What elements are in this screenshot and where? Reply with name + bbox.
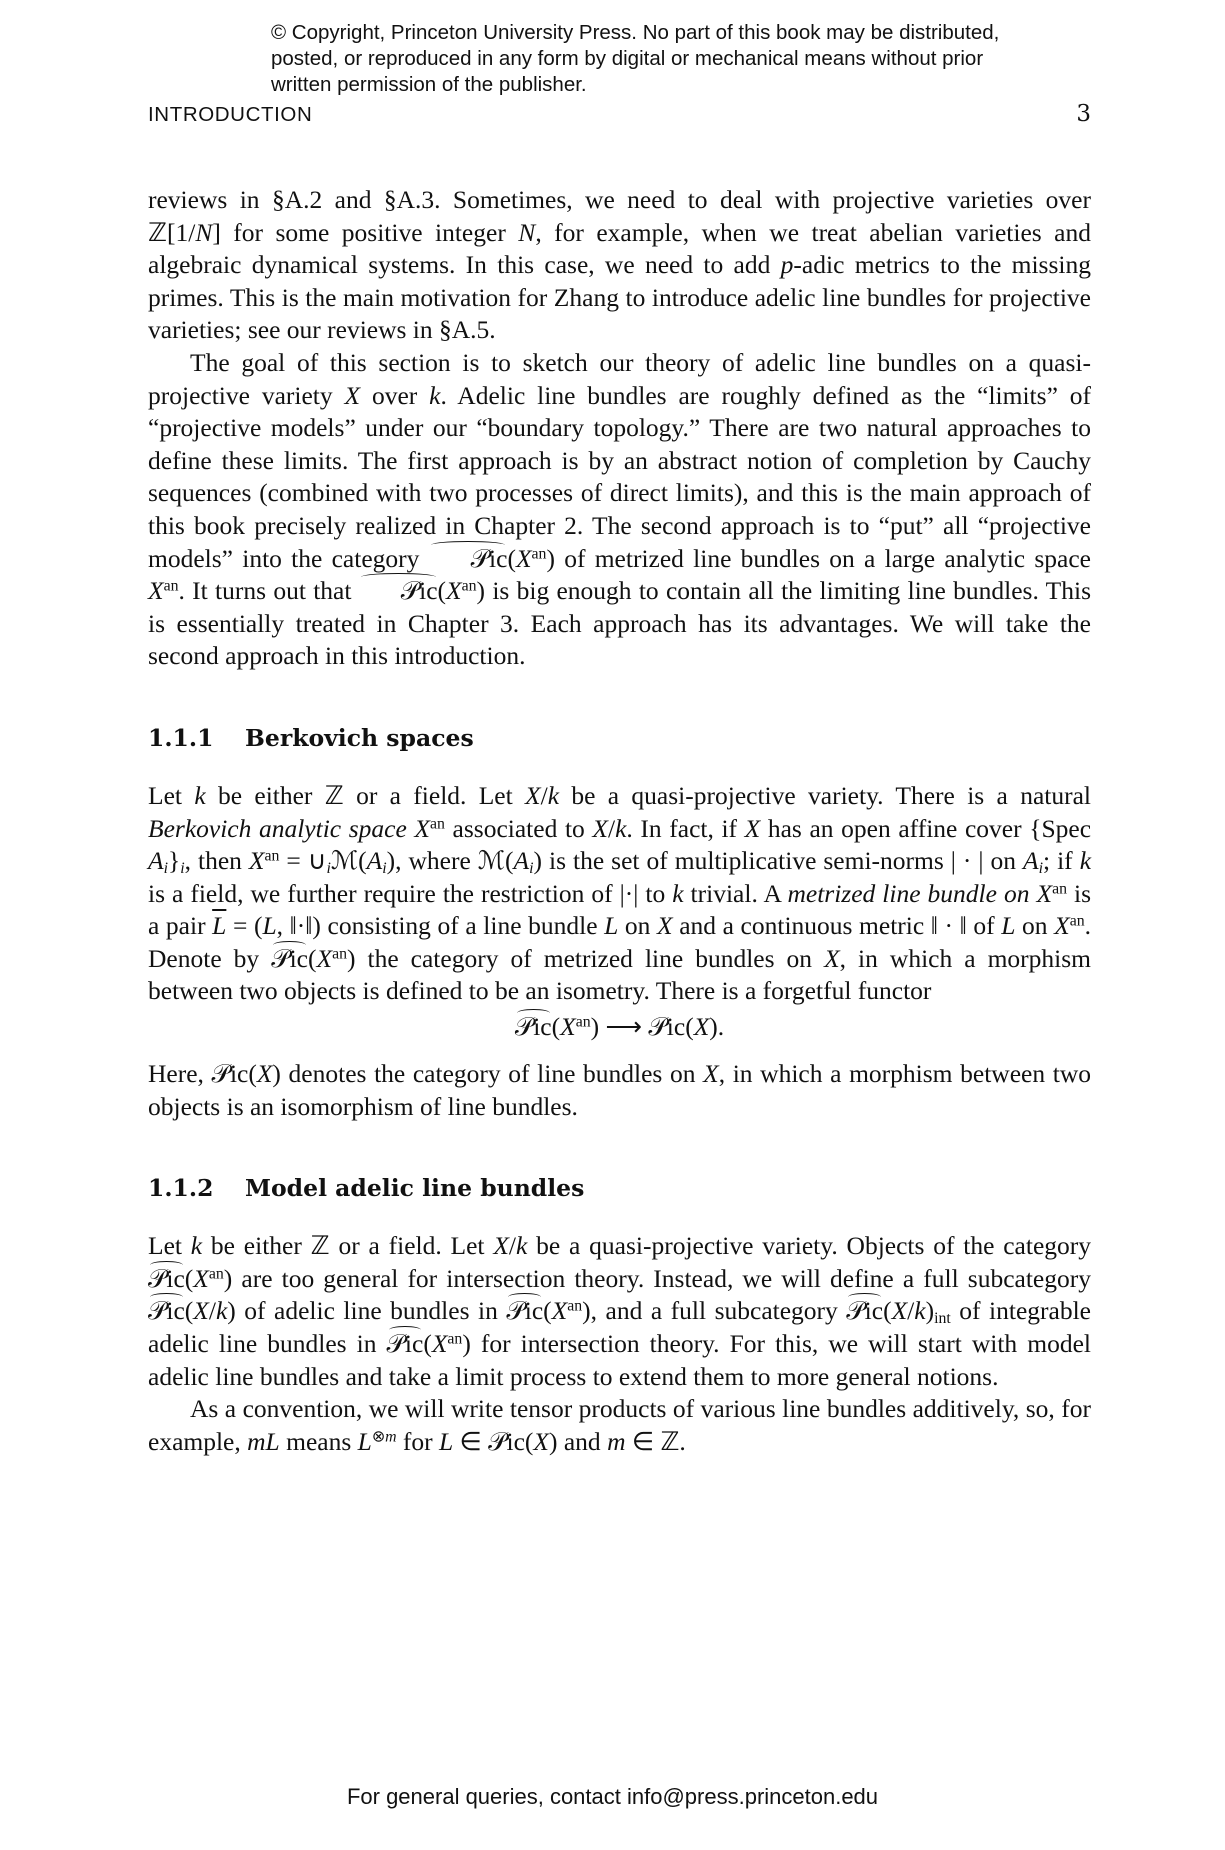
paragraph: reviews in §A.2 and §A.3. Sometimes, we need to deal with projective varieties over ℤ[1/N] for some positive integer N, for example, when we treat abelian varieties and algebraic dynamical systems. In this case, we need to add p-adic metrics to the missing primes. This is the main motivation for Zhang to introduce adelic line bundles for projective varieties; see our reviews in §A.5. xyxy=(148,185,1091,345)
section-heading xyxy=(148,1172,1091,1204)
copyright-notice: © Copyright, Princeton University Press. No part of this book may be distributed, posted, or reproduced in any form by digital or mechanical means without prior written permission of the publisher. xyxy=(271,21,1000,96)
paragraph: Let k be either ℤ or a field. Let X/k be a quasi-projective variety. There is a natural Berkovich analytic space $X^{an}$ associated to X/k. In fact, if X has an open affine cover {Spec $A_i\}_i$, then $X^{an}$ = $\cup_iℳ(A_i)$, where $ℳ(A_i)$ is the set of multiplicative semi-norms | · | on $A_i$; if k is a field, we further require the restriction of |·| to k trivial. A metrized line bundle on $X^{an}$ is a pair $\overline{L} = (L$, ‖·‖) consisting of a line bundle L on X and a continuous metric ‖ · ‖ of L on $X^{an}$. Denote by $𝒫ic(X^{an})$ the category of metrized line bundles on X, in which a morphism between two objects is defined to be an isometry. There is a forgetful functor xyxy=(148,780,1092,1006)
section-number: 1.1.2 xyxy=(148,1174,214,1203)
paragraph: Here, 𝒫ic(X) denotes the category of line bundles on X, in which a morphism between two objects is an isomorphism of line bundles. xyxy=(148,1059,1091,1121)
section-number: 1.1.1 xyxy=(148,723,214,752)
running-head xyxy=(148,101,1091,127)
footer-contact: For general queries, contact info@press.princeton.edu xyxy=(346,1784,879,1809)
display-equation: $𝒫ic(X^{an})$ ⟶ 𝒫ic(X). xyxy=(514,1012,725,1042)
page-number: 3 xyxy=(1076,101,1091,127)
paragraph: The goal of this section is to sketch our theory of adelic line bundles on a quasi-projective variety X over k. Adelic line bundles are roughly defined as the “limits” of “projective models” under our “boundary topology.” There are two natural approaches to define these limits. The first approach is by an abstract notion of completion by Cauchy sequences (combined with two processes of direct limits), and this is the main approach of this book precisely realized in Chapter 2. The second approach is to “put” all “projective models” into the category $𝒫ic(X^{an})$ of metrized line bundles on a large analytic space $X^{an}$. It turns out that $𝒫ic(X^{an})$ is big enough to contain all the limiting line bundles. This is essentially treated in Chapter 3. Each approach has its advantages. We will take the second approach in this introduction. xyxy=(148,347,1091,671)
section-title: Model adelic line bundles xyxy=(245,1174,585,1203)
paragraph: Let k be either ℤ or a field. Let X/k be a quasi-projective variety. Objects of the category $𝒫ic(X^{an})$ are too general for intersection theory. Instead, we will define a full subcategory 𝒫ic(X/k) of adelic line bundles in $𝒫ic(X^{an})$, and a full subcategory $𝒫ic(X/k)_{int}$ of integrable adelic line bundles in $𝒫ic(X^{an})$ for intersection theory. For this, we will start with model adelic line bundles and take a limit process to extend them to more general notions. xyxy=(148,1231,1092,1391)
running-head-title: INTRODUCTION xyxy=(148,103,313,126)
paragraph: As a convention, we will write tensor products of various line bundles additively, so, for example, mL means $L^{\otimes m}$ for L ∈ 𝒫ic(X) and m ∈ ℤ. xyxy=(148,1394,1091,1456)
section-title: Berkovich spaces xyxy=(245,723,474,752)
section-heading xyxy=(148,722,1091,754)
page-body xyxy=(148,184,1091,1458)
